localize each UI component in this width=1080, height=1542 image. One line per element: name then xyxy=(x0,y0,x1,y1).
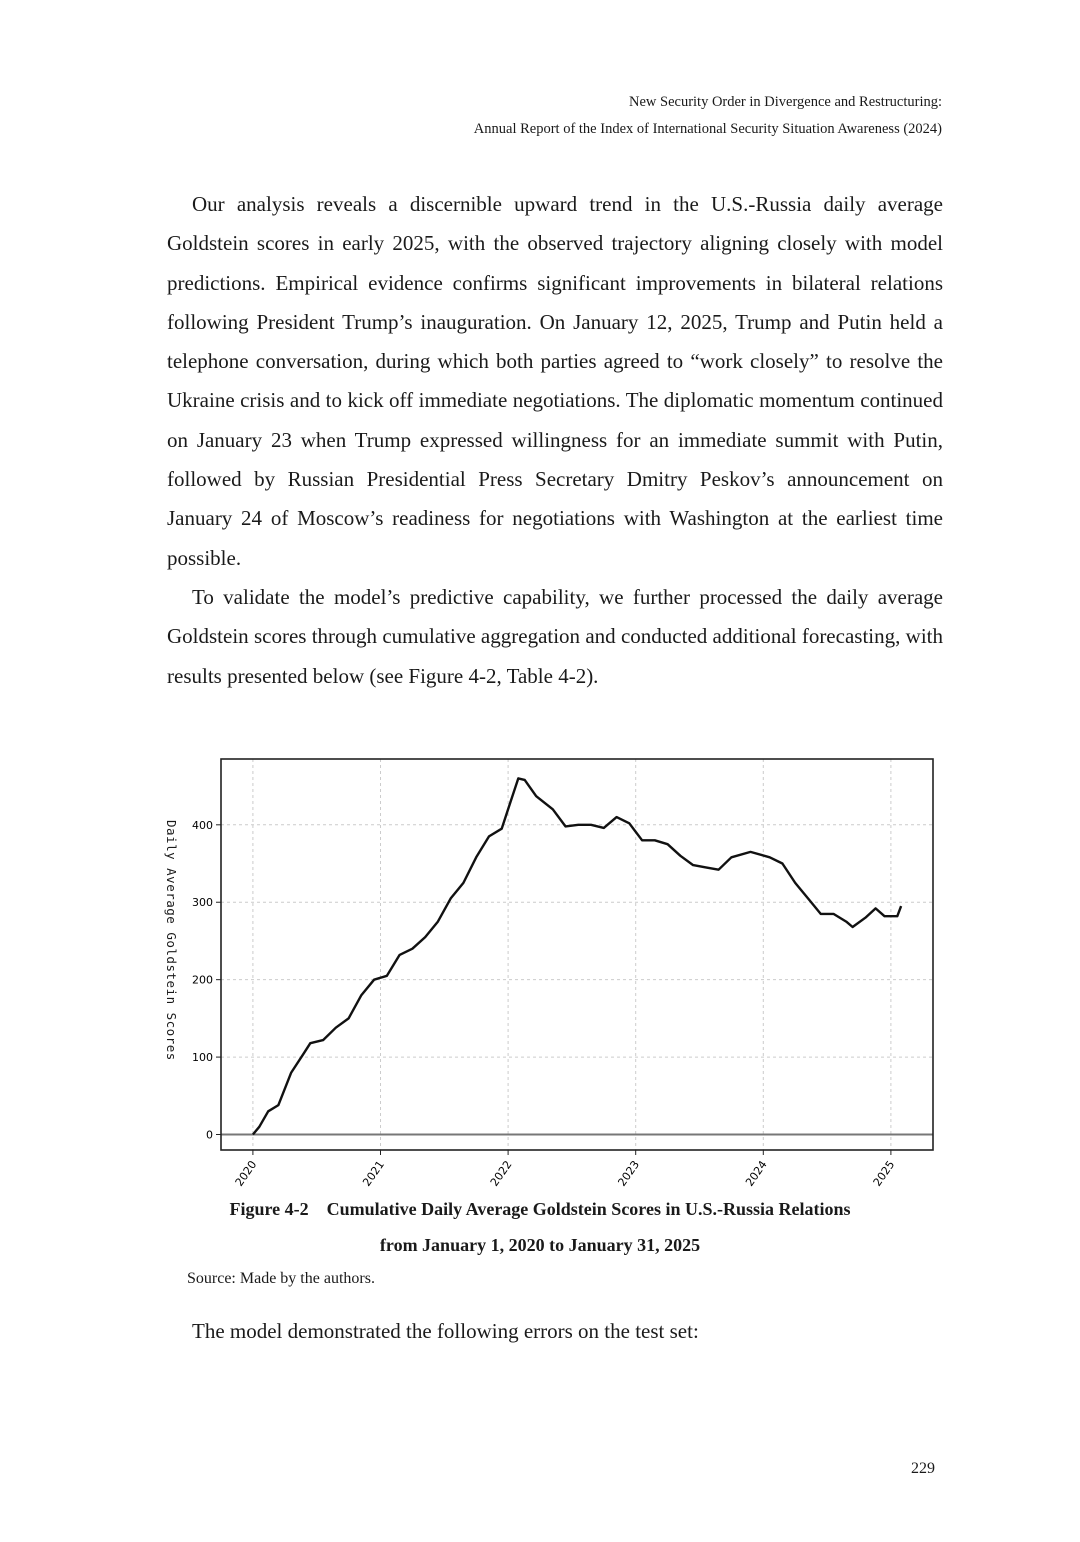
plot-frame xyxy=(221,759,933,1150)
y-axis-label: Daily Average Goldstein Scores xyxy=(164,820,179,1061)
figure-source: Source: Made by the authors. xyxy=(187,1270,375,1287)
y-tick-label: 300 xyxy=(192,896,213,910)
y-tick-label: 0 xyxy=(206,1128,213,1142)
x-tick-label: 2025 xyxy=(870,1158,898,1189)
paragraph: The model demonstrated the following errors on the test set: xyxy=(192,1319,699,1343)
page-number: 229 xyxy=(911,1460,935,1477)
figure-caption-continued: from January 1, 2020 to January 31, 2025 xyxy=(379,1235,701,1255)
x-tick-label: 2022 xyxy=(487,1158,515,1189)
y-tick-label: 100 xyxy=(192,1051,213,1065)
running-header-title: New Security Order in Divergence and Restructuring: xyxy=(629,94,942,110)
body-text xyxy=(167,1312,943,1351)
x-tick-label: 2021 xyxy=(360,1158,387,1189)
paragraph: Our analysis reveals a discernible upward trend in the U.S.-Russia daily average Goldstein scores in early 2025, with the observed trajectory aligning closely with model predictions. Empirical evidence confirms significant improvements in bilateral relations following President Trump’s inauguration. On January 12, 2025, Trump and Putin held a telephone conversation, during which both parties agreed to “work closely” to resolve the Ukraine crisis and to kick off immediate negotiations. The diplomatic momentum continued on January 23 when Trump expressed willingness for an immediate summit with Putin, followed by Russian Presidential Press Secretary Dmitry Peskov’s announcement on January 24 of Moscow’s readiness for negotiations with Washington at the earliest time possible. xyxy=(167,192,943,570)
y-tick-label: 400 xyxy=(192,818,213,832)
y-tick-label: 200 xyxy=(192,973,213,987)
x-tick-label: 2023 xyxy=(615,1158,643,1189)
x-tick-label: 2024 xyxy=(743,1158,770,1189)
running-header-subtitle: Annual Report of the Index of International Security Situation Awareness (2024) xyxy=(473,121,942,137)
figure-caption: Figure 4-2 Cumulative Daily Average Goldstein Scores in U.S.-Russia Relations xyxy=(229,1199,851,1219)
x-tick-label: 2020 xyxy=(232,1158,260,1189)
series-line xyxy=(253,778,901,1134)
paragraph: To validate the model’s predictive capability, we further processed the daily average Goldstein scores through cumulative aggregation and conducted additional forecasting, with results presented below (see Figure 4-2, Table 4-2). xyxy=(167,584,943,688)
